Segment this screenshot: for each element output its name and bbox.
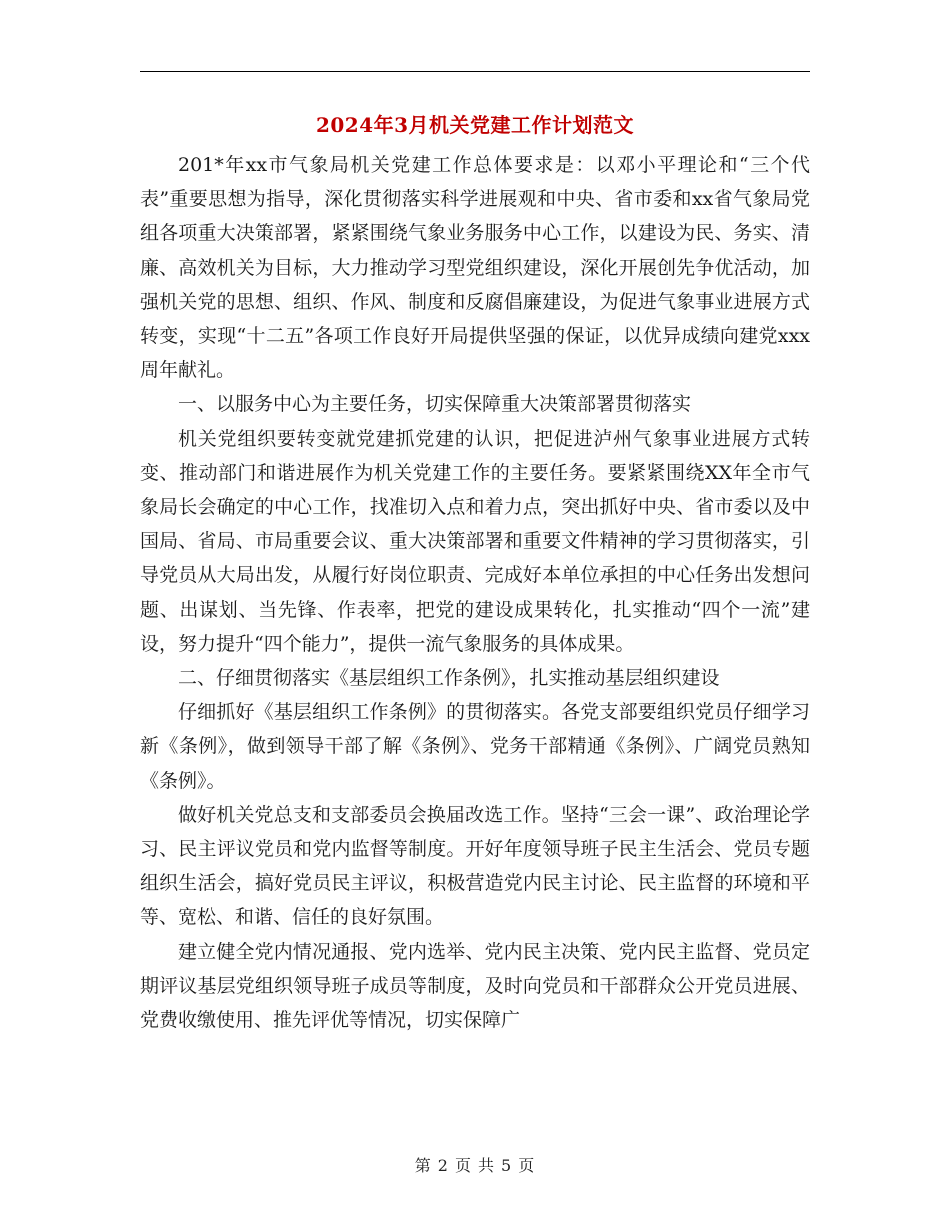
footer-label-pages: 页 (518, 1156, 536, 1175)
paragraph-section-2c: 建立健全党内情况通报、党内选举、党内民主决策、党内民主监督、党员定期评议基层党组织领导班子成员等制度，及时向党员和干部群众公开党员进展、党费收缴使用、推先评优等情况，切实保障广 (140, 940, 810, 1032)
paragraph-section-2a: 仔细抓好《基层组织工作条例》的贯彻落实。各党支部要组织党员仔细学习新《条例》，做到领导干部了解《条例》、党务干部精通《条例》、广阔党员熟知《条例》。 (140, 701, 810, 792)
footer-total-pages: 5 (501, 1156, 513, 1175)
paragraph-section-2b: 做好机关党总支和支部委员会换届改选工作。坚持“三会一课”、政治理论学习、民主评议党员和党内监督等制度。开好年度领导班子民主生活会、党员专题组织生活会，搞好党员民主评议，积极营造党内民主讨论、民主监督的环境和平等、宽松、和谐、信任的良好氛围。 (140, 803, 810, 929)
section-heading-1: 一、以服务中心为主要任务，切实保障重大决策部署贯彻落实 (178, 393, 692, 416)
document-title: 2024年3月机关党建工作计划范文 (315, 113, 635, 137)
footer-label-page: 第 (414, 1156, 432, 1175)
section-heading-2: 二、仔细贯彻落实《基层组织工作条例》，扎实推动基层组织建设 (178, 667, 720, 690)
paragraph-intro: 201*年xx市气象局机关党建工作总体要求是：以邓小平理论和“三个代表”重要思想为指导，深化贯彻落实科学进展观和中央、省市委和xx省气象局党组各项重大决策部署，紧紧围绕气象业务服务中心工作，以建设为民、务实、清廉、高效机关为目标，大力推动学习型党组织建设，深化开展创先争优活动，加强机关党的思想、组织、作风、制度和反腐倡廉建设，为促进气象事业进展方式转变，实现“十二五”各项工作良好开局提供坚强的保证，以优异成绩向建党xxx周年献礼。 (140, 154, 810, 382)
header-rule (140, 71, 810, 72)
paragraph-section-1: 机关党组织要转变就党建抓党建的认识，把促进泸州气象事业进展方式转变、推动部门和谐进展作为机关党建工作的主要任务。要紧紧围绕XX年全市气象局长会确定的中心工作，找准切入点和着力点，突出抓好中央、省市委以及中国局、省局、市局重要会议、重大决策部署和重要文件精神的学习贯彻落实，引导党员从大局出发，从履行好岗位职责、完成好本单位承担的中心任务出发想问题、出谋划、当先锋、作表率，把党的建设成果转化，扎实推动“四个一流”建设，努力提升“四个能力”，提供一流气象服务的具体成果。 (140, 427, 810, 655)
document-body (140, 148, 810, 1037)
footer-current-page: 2 (437, 1156, 449, 1175)
footer-label-of: 页 共 (454, 1156, 496, 1175)
page-footer (0, 1153, 950, 1176)
